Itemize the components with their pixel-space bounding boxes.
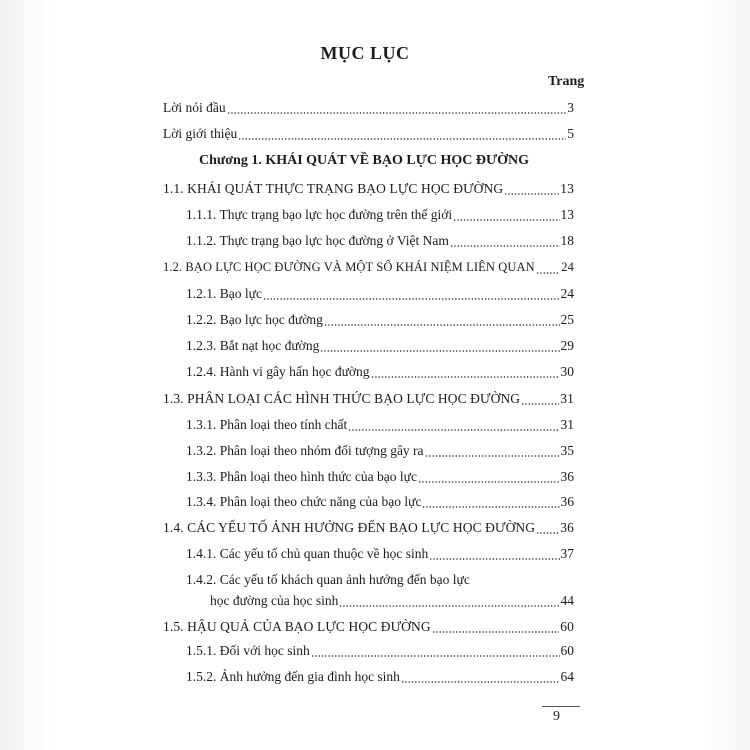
entry-label: học đường của học sinh [210,593,339,608]
entry-page: 24 [560,286,574,301]
dot-leader [536,272,561,274]
toc-entry[interactable] [186,338,574,356]
toc-entry[interactable] [186,286,574,304]
entry-label: 1.5. HẬU QUẢ CỦA BẠO LỰC HỌC ĐƯỜNG [163,619,431,634]
entry-page: 60 [560,643,574,658]
entry-label: Lời nói đầu [163,100,226,115]
dot-leader [418,481,560,483]
dot-leader [453,219,559,221]
toc-entry[interactable] [186,494,574,512]
entry-page: 31 [560,391,574,406]
dot-leader [227,112,567,114]
toc-entry[interactable] [163,391,574,409]
toc-entry[interactable] [163,100,574,118]
dot-leader [371,376,560,378]
dot-leader [311,655,560,657]
entry-label: 1.2.4. Hành vi gây hấn học đường [186,364,370,379]
dot-leader [429,558,559,560]
dot-leader [320,350,559,352]
entry-page: 36 [560,494,574,509]
dot-leader [263,298,560,300]
entry-label: Lời giới thiệu [163,126,238,141]
entry-page: 29 [560,338,574,353]
dot-leader [422,506,559,508]
entry-label: 1.1.2. Thực trạng bạo lực học đường ở Việt Nam [186,233,449,248]
entry-page: 60 [560,619,574,634]
dot-leader [536,532,559,534]
toc-entry[interactable] [186,207,574,225]
entry-label: 1.5.1. Đối với học sinh [186,643,310,658]
entry-page: 30 [560,364,574,379]
toc-entry[interactable] [186,233,574,251]
entry-label: 1.4.1. Các yếu tố chủ quan thuộc về học sinh [186,546,429,561]
dot-leader [432,631,560,633]
entry-label: 1.3.4. Phân loại theo chức năng của bạo lực [186,494,422,509]
toc-entry[interactable] [163,260,574,278]
toc-entry[interactable] [186,643,574,661]
dot-leader [450,245,560,247]
toc-entry[interactable] [163,181,574,199]
toc-entry[interactable] [186,443,574,461]
dot-leader [348,429,559,431]
toc-entry[interactable] [186,417,574,435]
toc-entry[interactable] [186,312,574,330]
entry-label: 1.1.1. Thực trạng bạo lực học đường trên thế giới [186,207,453,222]
entry-page: 13 [560,207,574,222]
entry-label: 1.3.1. Phân loại theo tính chất [186,417,348,432]
page-number-rule [542,706,580,707]
page-number: 9 [553,709,560,724]
entry-page: 44 [560,593,574,608]
toc-entry[interactable] [186,469,574,487]
dot-leader [324,324,560,326]
entry-label: 1.2. BẠO LỰC HỌC ĐƯỜNG VÀ MỘT SỐ KHÁI NIỆM LIÊN QUAN [163,260,535,274]
entry-label: 1.2.3. Bắt nạt học đường [186,338,320,353]
dot-leader [339,605,559,607]
dot-leader [401,681,560,683]
entry-label: 1.4.2. Các yếu tố khách quan ảnh hưởng đến bạo lực [186,572,470,587]
entry-page: 64 [560,669,574,684]
entry-label: 1.5.2. Ảnh hưởng đến gia đình học sinh [186,669,400,684]
toc-entry[interactable] [186,364,574,382]
entry-label: 1.3. PHÂN LOẠI CÁC HÌNH THỨC BẠO LỰC HỌC ĐƯỜNG [163,391,521,406]
entry-page: 5 [567,126,574,141]
toc-title: MỤC LỤC [320,43,410,63]
dot-leader [504,193,559,195]
dot-leader [238,138,566,140]
entry-page: 35 [560,443,574,458]
dot-leader [425,455,560,457]
toc-entry-continuation[interactable] [210,593,574,611]
entry-label: 1.1. KHÁI QUÁT THỰC TRẠNG BẠO LỰC HỌC ĐƯỜNG [163,181,504,196]
entry-page: 3 [567,100,574,115]
toc-entry[interactable] [163,619,574,637]
entry-label: 1.4. CÁC YẾU TỐ ẢNH HƯỞNG ĐẾN BẠO LỰC HỌC ĐƯỜNG [163,520,536,535]
toc-entry[interactable] [186,572,574,590]
toc-entry[interactable] [163,126,574,144]
toc-entry[interactable] [186,546,574,564]
chapter-heading: Chương 1. KHÁI QUÁT VỀ BẠO LỰC HỌC ĐƯỜNG [198,153,530,168]
entry-page: 18 [560,233,574,248]
entry-page: 36 [560,520,574,535]
entry-label: 1.3.2. Phân loại theo nhóm đối tượng gây ra [186,443,424,458]
toc-entry[interactable] [186,669,574,687]
entry-page: 25 [560,312,574,327]
entry-label: 1.2.2. Bạo lực học đường [186,312,323,327]
entry-page: 24 [561,260,574,274]
entry-label: 1.3.3. Phân loại theo hình thức của bạo lực [186,469,417,484]
page-column-label: Trang [548,74,585,89]
toc-entry[interactable] [163,520,574,538]
entry-label: 1.2.1. Bạo lực [186,286,262,301]
entry-page: 37 [560,546,574,561]
entry-page: 31 [560,417,574,432]
entry-page: 36 [560,469,574,484]
dot-leader [521,403,559,405]
entry-page: 13 [560,181,574,196]
